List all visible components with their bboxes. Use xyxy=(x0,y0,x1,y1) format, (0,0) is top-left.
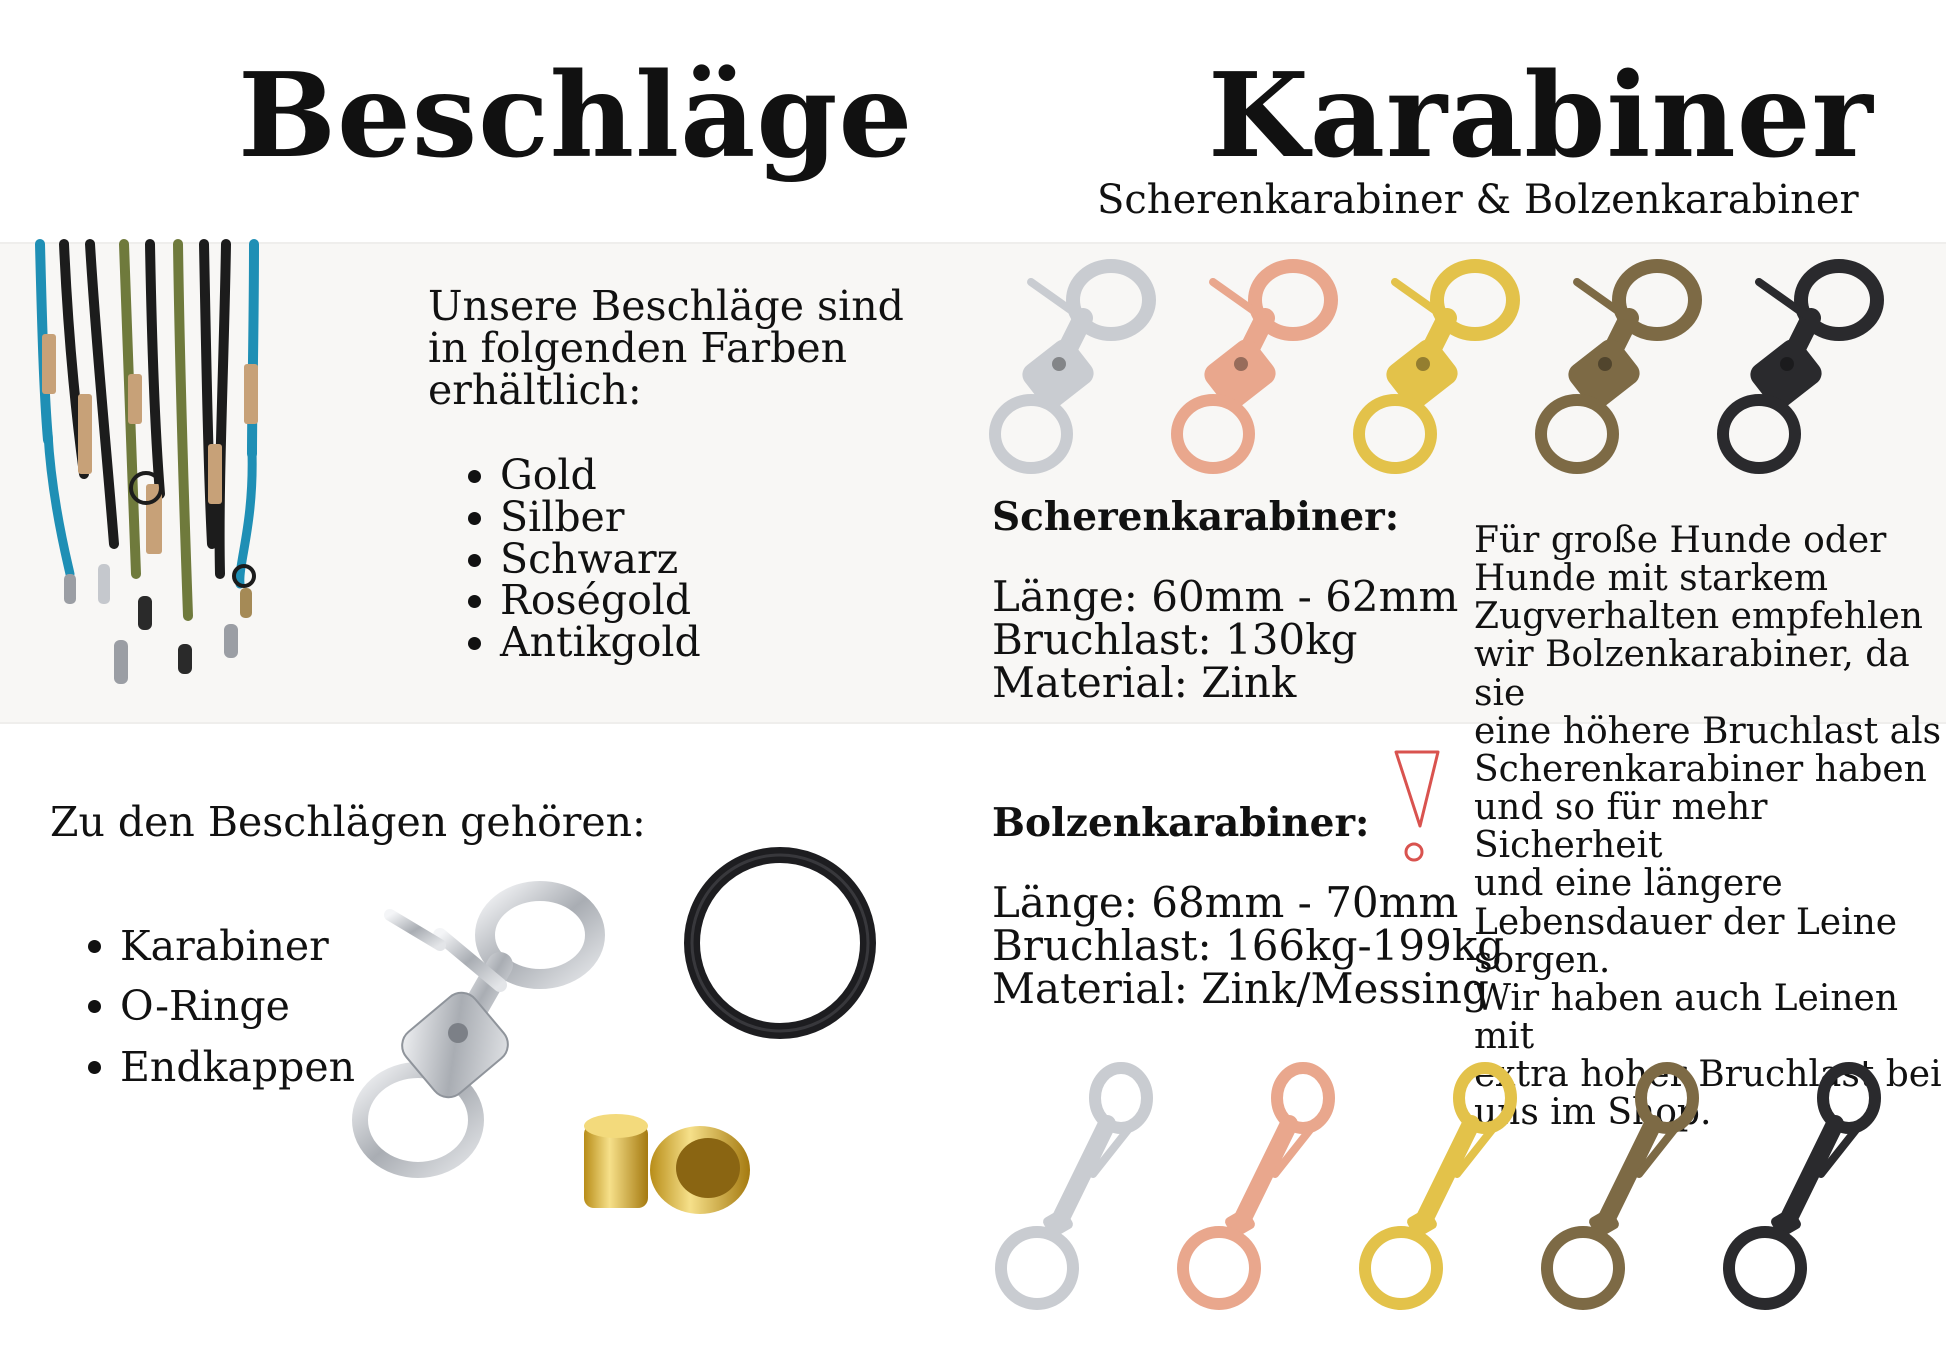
antique-scissor-hook-icon xyxy=(1541,266,1695,468)
list-item: Karabiner xyxy=(86,916,355,976)
bolt-hooks-svg xyxy=(985,1062,1940,1312)
note-line: und eine längere xyxy=(1474,863,1783,905)
list-item: Antikgold xyxy=(466,622,701,664)
note-line: Wir haben auch Leinen mit xyxy=(1474,977,1899,1058)
bolzen-title: Bolzenkarabiner: xyxy=(992,800,1370,846)
spec-line: Material: Zink/Messing xyxy=(992,963,1489,1013)
spec-line: Länge: 68mm - 70mm xyxy=(992,878,1459,927)
scheren-specs xyxy=(992,572,1459,707)
list-item: Roségold xyxy=(466,580,701,622)
bolt-hooks-row xyxy=(985,1062,1940,1312)
list-item: Gold xyxy=(466,455,701,497)
spec-line: Material: Zink xyxy=(992,657,1297,707)
exclamation-icon xyxy=(1390,748,1450,868)
rosegold-bolt-hook-icon xyxy=(1183,1068,1329,1304)
note-line: eine höhere Bruchlast als xyxy=(1474,710,1942,752)
black-bolt-hook-icon xyxy=(1729,1068,1875,1304)
note-line: sorgen. xyxy=(1474,939,1611,981)
list-item: Silber xyxy=(466,497,701,539)
silver-scissor-hook-icon xyxy=(995,266,1149,468)
colors-intro xyxy=(428,282,904,414)
note-line: Für große Hunde oder xyxy=(1474,520,1887,561)
recommendation-note xyxy=(1474,522,1946,1133)
o-ring-icon xyxy=(680,843,880,1043)
note-line: Lebensdauer der Leine xyxy=(1474,901,1898,943)
intro-line: in folgenden Farben xyxy=(428,323,848,372)
note-line: Scherenkarabiner haben xyxy=(1474,748,1927,790)
karabiner-title: Karabiner xyxy=(1208,48,1874,184)
silver-bolt-hook-icon xyxy=(1001,1068,1147,1304)
end-caps-icon xyxy=(578,1110,758,1220)
note-line: Hunde mit starkem xyxy=(1474,558,1828,600)
note-line: wir Bolzenkarabiner, da sie xyxy=(1474,634,1910,714)
note-line: und so für mehr Sicherheit xyxy=(1474,787,1768,867)
leashes-illustration xyxy=(28,244,288,696)
intro-line: Unsere Beschläge sind xyxy=(428,282,904,330)
karabiner-subtitle: Scherenkarabiner & Bolzenkarabiner xyxy=(1097,177,1859,223)
list-item: O-Ringe xyxy=(86,976,355,1036)
includes-heading: Zu den Beschlägen gehören: xyxy=(50,798,646,846)
list-item: Endkappen xyxy=(86,1037,355,1097)
list-item: Schwarz xyxy=(466,539,701,581)
note-line: extra hoher Bruchlast bei xyxy=(1474,1054,1942,1096)
spec-line: Länge: 60mm - 62mm xyxy=(992,572,1459,621)
note-line: Zugverhalten empfehlen xyxy=(1474,596,1923,638)
colors-list xyxy=(466,451,701,667)
scissor-hooks-row xyxy=(985,252,1940,482)
intro-line: erhältlich: xyxy=(428,365,642,414)
rosegold-scissor-hook-icon xyxy=(1177,266,1331,468)
beschlaege-title: Beschläge xyxy=(238,48,914,184)
scheren-title: Scherenkarabiner: xyxy=(992,494,1400,540)
gold-bolt-hook-icon xyxy=(1365,1068,1511,1304)
scissor-hooks-svg xyxy=(985,252,1940,482)
antique-bolt-hook-icon xyxy=(1547,1068,1693,1304)
bolzen-specs xyxy=(992,878,1505,1013)
black-scissor-hook-icon xyxy=(1723,266,1877,468)
spec-line: Bruchlast: 166kg-199kg xyxy=(992,920,1505,970)
note-line: uns im Shop. xyxy=(1474,1092,1712,1134)
gold-scissor-hook-icon xyxy=(1359,266,1513,468)
spec-line: Bruchlast: 130kg xyxy=(992,614,1358,664)
includes-list xyxy=(86,916,355,1097)
